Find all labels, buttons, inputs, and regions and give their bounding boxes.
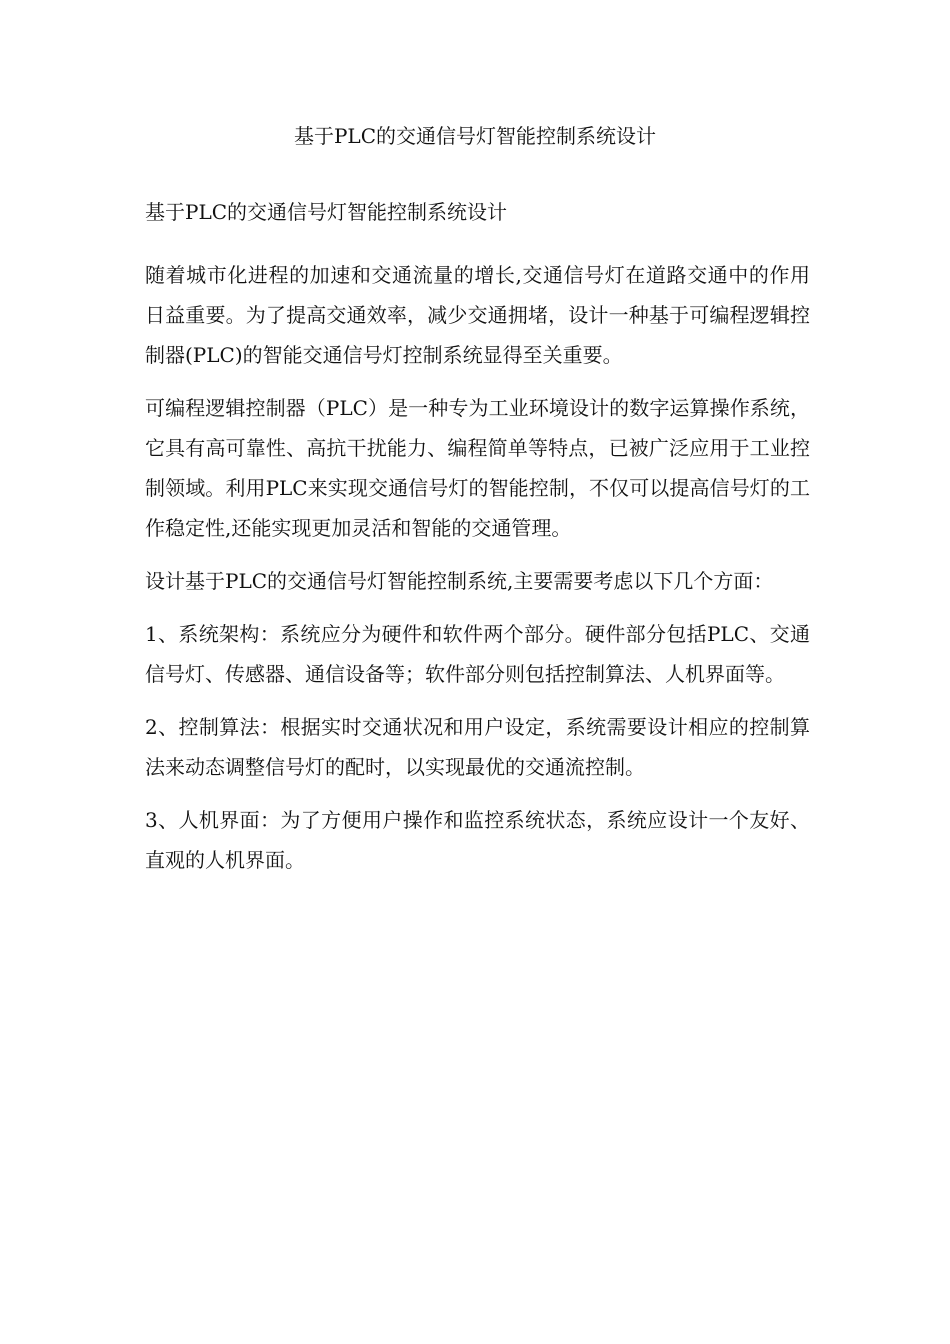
paragraph-hmi: 3、人机界面：为了方便用户操作和监控系统状态，系统应设计一个友好、直观的人机界面。 xyxy=(145,808,810,872)
document-subtitle: 基于PLC的交通信号灯智能控制系统设计 xyxy=(145,200,508,224)
document-title: 基于PLC的交通信号灯智能控制系统设计 xyxy=(293,124,657,148)
paragraph-design-aspects: 设计基于PLC的交通信号灯智能控制系统,主要需要考虑以下几个方面： xyxy=(145,569,774,593)
paragraph-system-architecture: 1、系统架构：系统应分为硬件和软件两个部分。硬件部分包括PLC、交通信号灯、传感器、通信设备等；软件部分则包括控制算法、人机界面等。 xyxy=(145,622,810,686)
paragraph-control-algorithm: 2、控制算法：根据实时交通状况和用户设定，系统需要设计相应的控制算法来动态调整信号灯的配时，以实现最优的交通流控制。 xyxy=(145,715,810,779)
paragraph-plc-overview: 可编程逻辑控制器（PLC）是一种专为工业环境设计的数字运算操作系统，它具有高可靠性、高抗干扰能力、编程简单等特点，已被广泛应用于工业控制领域。利用PLC来实现交通信号灯的智能控制，不仅可以提高信号灯的工作稳定性,还能实现更加灵活和智能的交通管理。 xyxy=(145,396,810,540)
document-body xyxy=(145,192,810,893)
paragraph-intro: 随着城市化进程的加速和交通流量的增长,交通信号灯在道路交通中的作用日益重要。为了提高交通效率，减少交通拥堵，设计一种基于可编程逻辑控制器(PLC)的智能交通信号灯控制系统显得至关重要。 xyxy=(145,263,810,367)
